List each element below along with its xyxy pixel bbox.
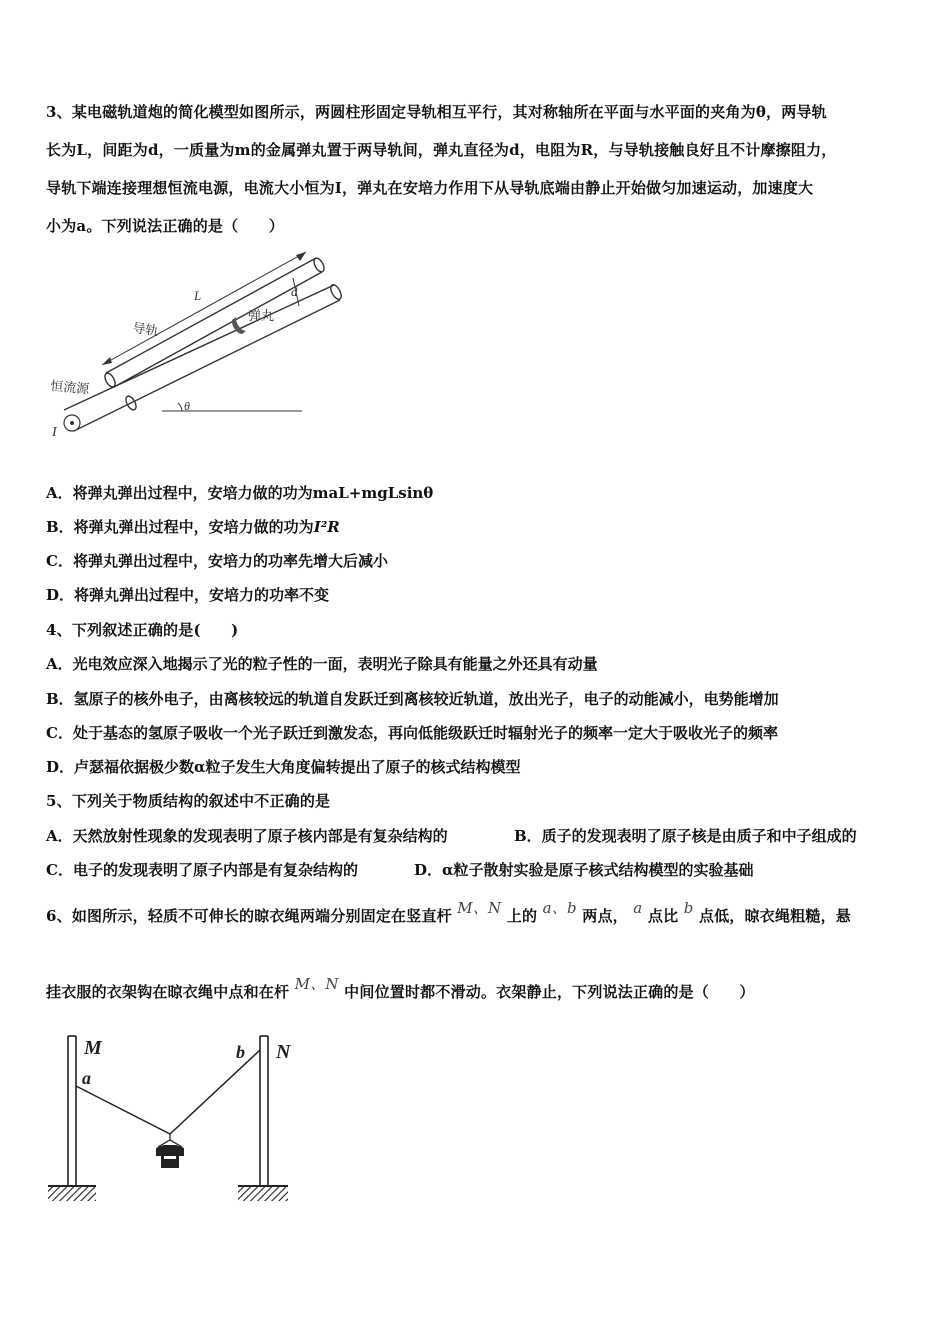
label-d: d	[291, 284, 298, 299]
q6-text-1: 6、如图所示，轻质不可伸长的晾衣绳两端分别固定在竖直杆	[46, 907, 452, 925]
clothesline-figure	[44, 1032, 304, 1212]
railgun-figure	[44, 240, 344, 445]
lower-rail	[64, 283, 343, 431]
q6-text-3: 两点，	[582, 907, 628, 925]
q3-option-b-formula: I²R	[313, 518, 340, 536]
label-b: b	[236, 1042, 245, 1062]
pole-m	[68, 1036, 76, 1186]
shirt-on-hanger-icon	[156, 1134, 184, 1168]
q6-text-7: 中间位置时都不滑动。衣架静止，下列说法正确的是（ ）	[344, 983, 755, 1001]
q5-option-a: A．天然放射性现象的发现表明了原子核内部是有复杂结构的	[46, 827, 448, 845]
label-rail: 导轨	[131, 320, 160, 339]
q5-option-b: B．质子的发现表明了原子核是由质子和中子组成的	[514, 827, 857, 845]
q6-text-2: 上的	[506, 907, 538, 925]
q4-option-c: C．处于基态的氢原子吸收一个光子跃迁到激发态，再向低能级跃迁时辐射光子的频率一定大于吸收光子的频率	[46, 724, 778, 742]
q3-stem-line-1: 3、某电磁轨道炮的简化模型如图所示，两圆柱形固定导轨相互平行，其对称轴所在平面与水平面的夹角为θ，两导轨	[46, 103, 827, 121]
q3-option-b-text: B．将弹丸弹出过程中，安培力做的功为	[46, 518, 314, 536]
q3-stem-line-3: 导轨下端连接理想恒流电源，电流大小恒为I，弹丸在安培力作用下从导轨底端由静止开始做匀加速运动，加速度大	[46, 179, 814, 197]
label-theta: θ	[184, 399, 190, 413]
q3-option-a: A．将弹丸弹出过程中，安培力做的功为maL+mgLsinθ	[46, 484, 434, 502]
q4-option-d: D．卢瑟福依据极少数α粒子发生大角度偏转提出了原子的核式结构模型	[46, 758, 521, 776]
q6-text-6: 挂衣服的衣架钩在晾衣绳中点和在杆	[46, 983, 290, 1001]
q5-stem: 5、下列关于物质结构的叙述中不正确的是	[46, 792, 331, 810]
label-a: a	[82, 1068, 91, 1088]
ground-left	[48, 1186, 96, 1201]
label-M: M	[84, 1037, 102, 1059]
label-projectile: 弹丸	[248, 308, 275, 323]
q6-symbol-mn-2: M、N	[294, 975, 339, 993]
length-arrow	[102, 252, 306, 365]
q6-symbol-a: a	[633, 899, 643, 917]
label-N: N	[276, 1041, 291, 1063]
q3-option-b	[46, 516, 340, 537]
clothesline	[76, 1050, 260, 1134]
label-I: I	[52, 425, 57, 440]
q6-symbol-b: b	[683, 899, 694, 917]
label-source: 恒流源	[49, 378, 90, 397]
q3-stem-line-4: 小为a。下列说法正确的是（ ）	[46, 217, 284, 235]
q3-stem-line-2: 长为L，间距为d，一质量为m的金属弹丸置于两导轨间，弹丸直径为d，电阻为R，与导轨接触良好且不计摩擦阻力，	[46, 141, 837, 159]
label-L: L	[194, 288, 202, 303]
q4-option-b: B．氢原子的核外电子，由离核较远的轨道自发跃迁到离核较近轨道，放出光子，电子的动能减小，电势能增加	[46, 690, 779, 708]
q4-stem: 4、下列叙述正确的是( )	[46, 621, 239, 639]
q6-stem-line-2	[46, 975, 755, 1002]
q6-symbol-mn: M、N	[457, 899, 502, 917]
q4-option-a: A．光电效应深入地揭示了光的粒子性的一面，表明光子除具有能量之外还具有动量	[46, 655, 598, 673]
q6-text-5: 点低，晾衣绳粗糙，悬	[698, 907, 851, 925]
q6-text-4: 点比	[647, 907, 679, 925]
q5-option-c: C．电子的发现表明了原子内部是有复杂结构的	[46, 861, 358, 879]
q6-symbol-ab: a、b	[542, 899, 577, 917]
q3-option-c: C．将弹丸弹出过程中，安培力的功率先增大后减小	[46, 552, 388, 570]
q6-stem-line-1	[46, 899, 851, 926]
q3-option-d: D．将弹丸弹出过程中，安培力的功率不变	[46, 586, 330, 604]
pole-n	[260, 1036, 268, 1186]
q5-option-d: D．α粒子散射实验是原子核式结构模型的实验基础	[414, 861, 754, 879]
ground-right	[238, 1186, 288, 1201]
